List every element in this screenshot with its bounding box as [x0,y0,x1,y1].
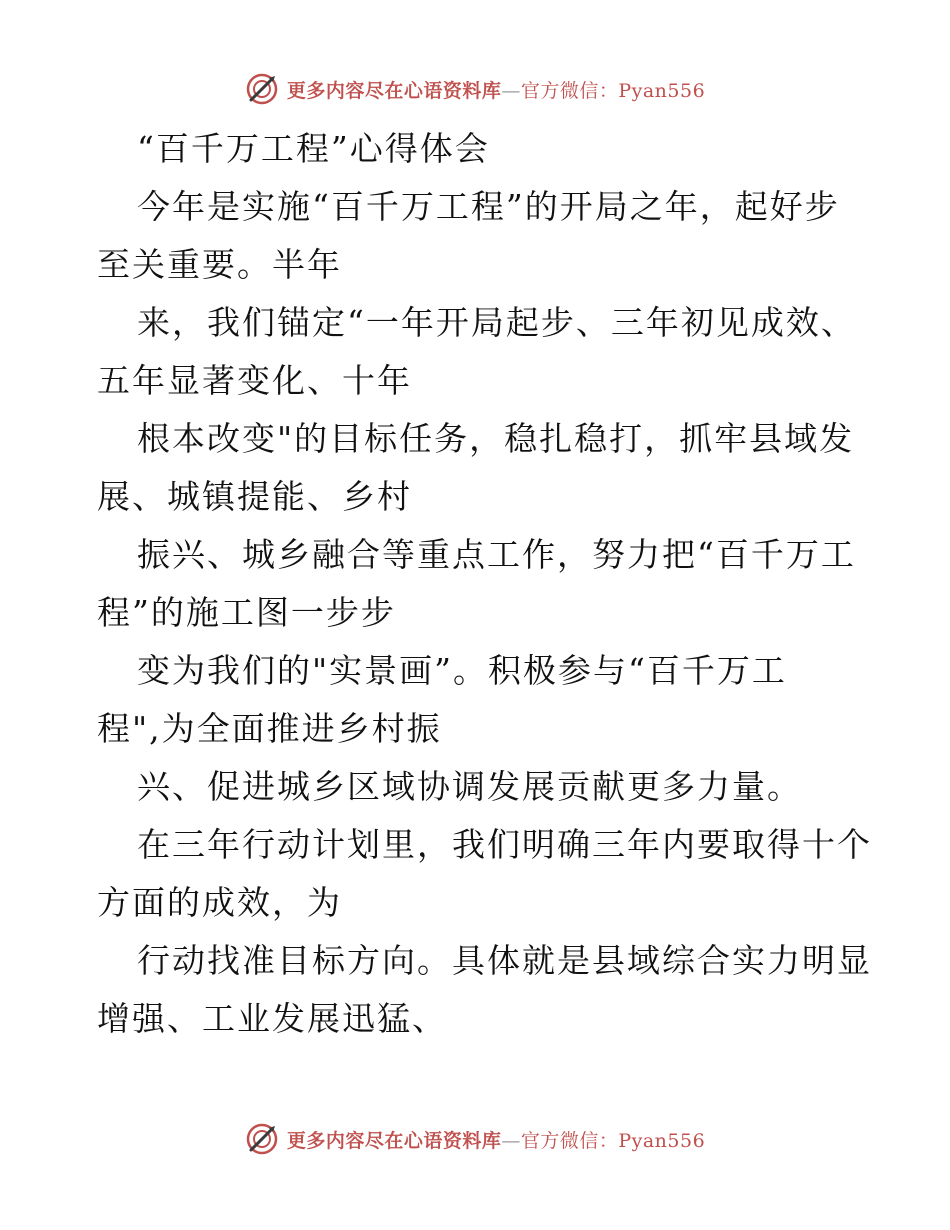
text-line: 程”的施工图一步步 [97,593,396,632]
text-line: 展、城镇提能、乡村 [97,477,412,516]
logo-icon [245,72,279,106]
text-line: 至关重要。半年 [97,245,342,284]
text-line: 兴、促进城乡区域协调发展贡献更多力量。 [137,767,802,806]
text-line: 方面的成效，为 [97,883,342,922]
text-line: 根本改变"的目标任务，稳扎稳打，抓牢县域发 [137,419,855,458]
logo-icon [245,1122,279,1156]
banner-wechat: 官方微信：Pyan556 [520,79,706,102]
banner-separator: — [501,1129,521,1152]
text-line: 增强、工业发展迅猛、 [97,999,447,1038]
banner-brand: 更多内容尽在心语资料库 [286,1129,502,1152]
header-banner [0,72,950,106]
footer-banner [0,1122,950,1156]
text-line: 在三年行动计划里，我们明确三年内要取得十个 [137,825,872,864]
text-line: 程",为全面推进乡村振 [97,709,442,748]
document-title: “百千万工程”心得体会 [137,129,490,168]
text-line: 来，我们锚定“一年开局起步、三年初见成效、 [137,303,856,342]
banner-text [287,76,705,103]
banner-wechat: 官方微信：Pyan556 [520,1129,706,1152]
banner-separator: — [501,79,521,102]
text-line: 五年显著变化、十年 [97,361,412,400]
text-line: 变为我们的"实景画”。积极参与“百千万工 [137,651,787,690]
text-line: 振兴、城乡融合等重点工作，努力把“百千万工 [137,535,856,574]
text-line: 今年是实施“百千万工程”的开局之年，起好步 [137,187,840,226]
banner-text [287,1126,705,1153]
text-line: 行动找准目标方向。具体就是县域综合实力明显 [137,941,872,980]
document-body [97,120,872,1048]
banner-brand: 更多内容尽在心语资料库 [286,79,502,102]
